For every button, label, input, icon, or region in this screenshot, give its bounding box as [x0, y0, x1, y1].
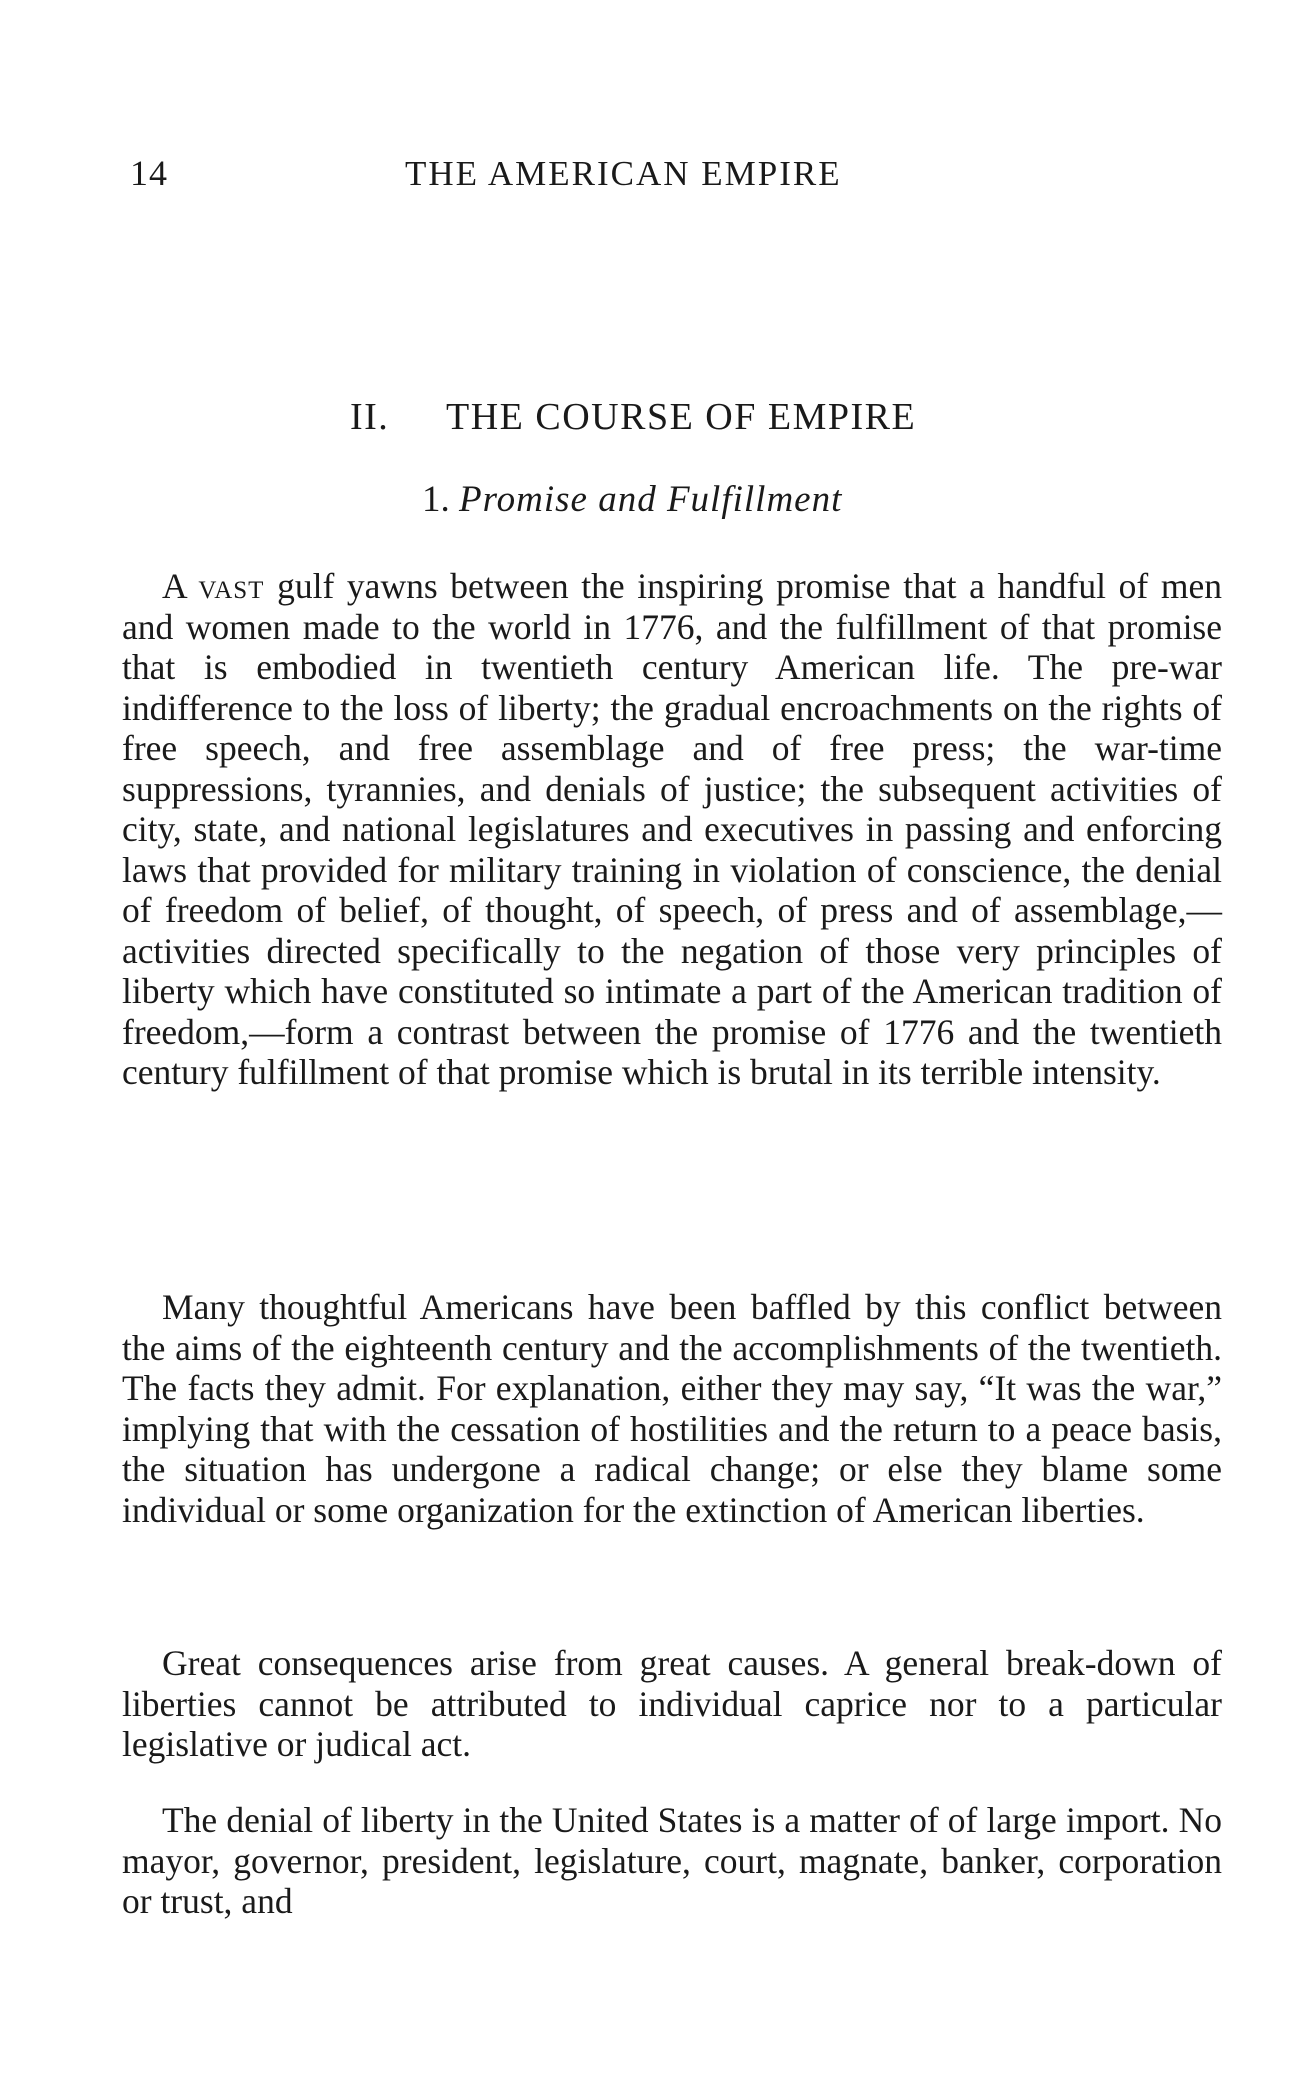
paragraph-text: The denial of liberty in the United States is a matter of of large import. No mayor, governor, president, legislature, court, magnate, banker, corporation or trust, and	[122, 1800, 1222, 1921]
paragraph-text	[122, 566, 1222, 1093]
paragraph-text: Great consequences arise from great causes. A general break-down of liberties cannot be attributed to individual caprice nor to a particular legislative or judical act.	[122, 1643, 1222, 1764]
running-title: THE AMERICAN EMPIRE	[405, 154, 842, 193]
section-heading	[422, 478, 842, 521]
chapter-title: THE COURSE OF EMPIRE	[446, 396, 917, 438]
running-head	[130, 152, 1230, 202]
lead-smallcaps: vast	[198, 566, 265, 606]
section-title: Promise and Fulfillment	[459, 479, 843, 520]
paragraph-2	[122, 1287, 1222, 1530]
page-number: 14	[130, 153, 168, 193]
paragraph-body: gulf yawns between the inspiring promise that a handful of men and women made to the world in 1776, and the fulfillment of that promise that is embodied in twentieth century American life. The pre-war indifference to the loss of liberty; the gradual encroachments on the rights of free speech, and free assemblage and of free press; the war-time suppressions, tyrannies, and denials of justice; the subsequent activities of city, state, and national legislatures and executives in passing and enforcing laws that provided for military training in violation of conscience, the denial of freedom of belief, of thought, of speech, of press and of assemblage,—activities directed specifically to the negation of those very principles of liberty which have constituted so intimate a part of the American tradition of freedom,—form a contrast between the promise of 1776 and the twentieth century fulfillment of that promise which is brutal in its terrible intensity.	[122, 566, 1222, 1092]
lead-in: A	[162, 566, 186, 606]
section-number: 1.	[422, 479, 450, 520]
chapter-number: II.	[350, 396, 390, 438]
paragraph-4	[122, 1800, 1222, 1922]
paragraph-3	[122, 1643, 1222, 1765]
paragraph-text: Many thoughtful Americans have been baffled by this conflict between the aims of the eighteenth century and the accomplishments of the twentieth. The facts they admit. For explanation, either they may say, “It was the war,” implying that with the cessation of hostilities and the return to a peace basis, the situation has undergone a radical change; or else they blame some individual or some organization for the extinction of American liberties.	[122, 1287, 1222, 1530]
paragraph-1	[122, 566, 1222, 1093]
